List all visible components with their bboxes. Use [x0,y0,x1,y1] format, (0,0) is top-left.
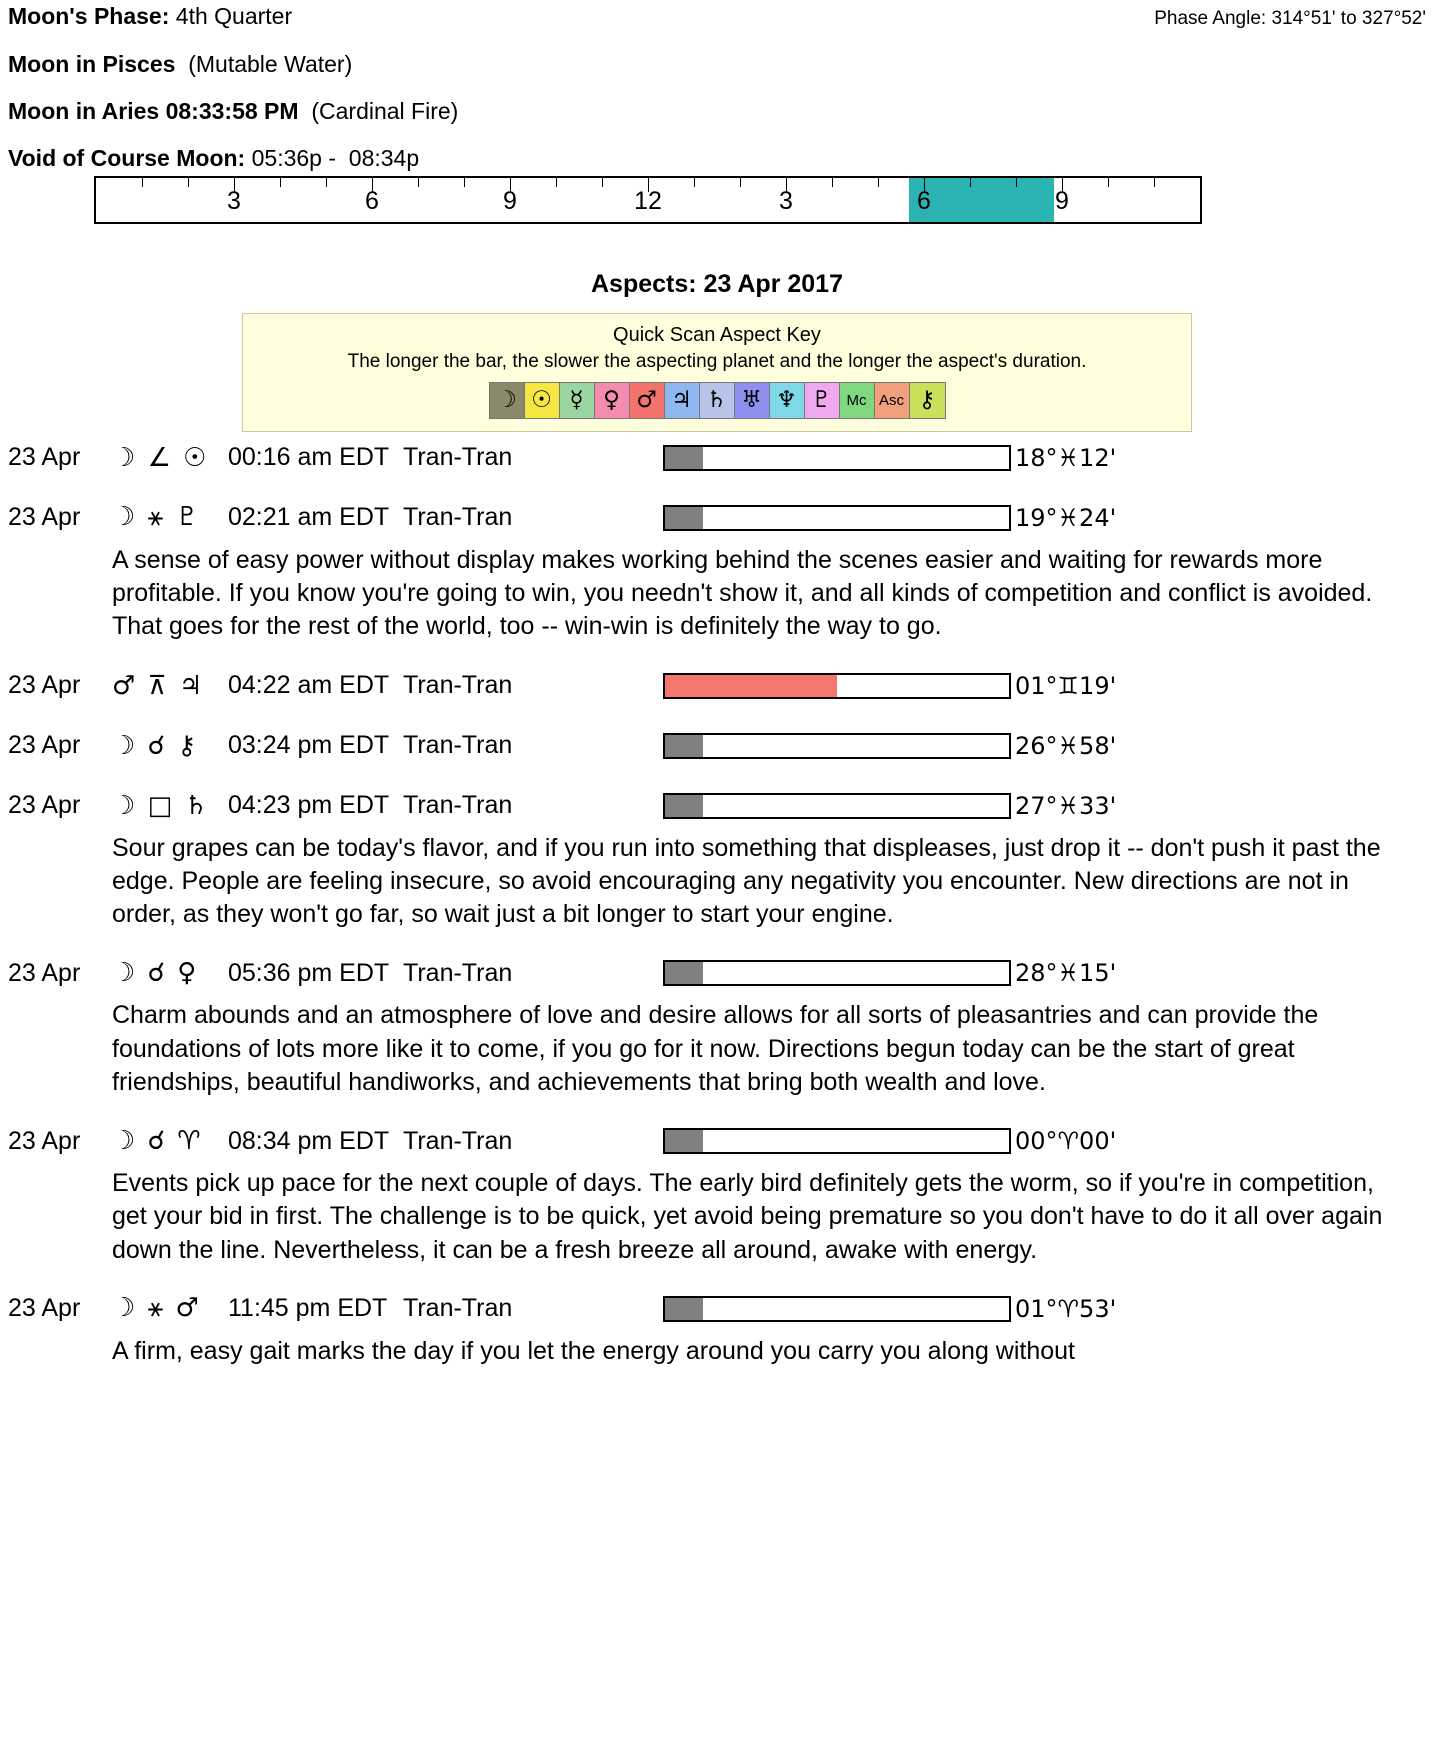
moon-key-icon[interactable]: ☽ [490,383,525,418]
aspect-entry [8,660,1426,720]
mercury-key-icon[interactable]: ☿ [560,383,595,418]
aspect-row[interactable] [8,432,1426,484]
aspect-type: Tran-Tran [403,958,513,987]
aspect-degree: 01°♊19' [1015,671,1117,700]
moon-phase-label: Moon's Phase: [8,3,176,29]
aspect-degree: 01°♈53' [1015,1294,1117,1323]
timeline-hour-label: 3 [779,186,793,215]
aspect-glyphs: ☽ ☌ ♈ [112,1126,203,1157]
aspect-duration-bar-fill [665,795,703,817]
aspect-row[interactable] [8,720,1426,772]
aspect-time: 08:34 pm EDT [228,1126,390,1155]
moon-phase-value: 4th Quarter [175,3,293,29]
aspect-row-gap [8,712,1426,720]
aspect-entry [8,432,1426,492]
timeline-minor-tick [556,178,557,187]
day-timeline[interactable] [94,176,1202,224]
aspect-duration-bar [663,445,1011,471]
jupiter-key-icon[interactable]: ♃ [665,383,700,418]
moon-ingress-label: Moon in Aries 08:33:58 PM [8,98,299,125]
aspect-duration-bar-cell [663,960,1015,986]
aspect-time: 02:21 am EDT [228,503,390,532]
aspect-entry [8,492,1426,644]
phase-angle-label: Phase Angle: [1154,8,1272,29]
aspect-duration-bar-fill [665,507,703,529]
aspect-degree: 19°♓24' [1015,503,1117,532]
aspect-entry [8,1283,1426,1368]
aspect-duration-bar-fill [665,1298,703,1320]
aspect-type: Tran-Tran [403,1126,513,1155]
aspect-degree: 26°♓58' [1015,731,1117,760]
aspect-duration-bar [663,1128,1011,1154]
aspect-entry [8,1115,1426,1267]
aspect-date: 23 Apr [8,1126,81,1155]
timeline-minor-tick [326,178,327,187]
aspect-duration-bar-fill [665,675,837,697]
timeline-minor-tick [1108,178,1109,187]
aspect-description: A sense of easy power without display makes working behind the scenes easier and waiting for rewards more profitable. If you know you're going to win, you needn't show it, and all kinds of competition and conflict is avoided. That goes for the rest of the world, too -- win-win is definitely the way to go. [112,545,1373,641]
aspect-row[interactable] [8,1115,1426,1167]
moon-sign-row [8,52,1426,77]
aspect-entry [8,780,1426,932]
aspect-duration-bar [663,505,1011,531]
aspect-duration-bar-cell [663,673,1015,699]
aspect-duration-bar [663,733,1011,759]
aspect-row-gap [8,772,1426,780]
aspect-duration-bar-fill [665,1130,703,1152]
ascendant-key-icon[interactable]: Asc [875,383,910,418]
uranus-key-icon[interactable]: ♅ [735,383,770,418]
key-icon-strip [489,382,946,419]
timeline-minor-tick [418,178,419,187]
saturn-key-icon[interactable]: ♄ [700,383,735,418]
timeline-minor-tick [878,178,879,187]
timeline-hour-label: 12 [634,186,662,215]
aspect-description: Charm abounds and an atmosphere of love and desire allows for all sorts of pleasantries and can provide the foundations of lots more like it to come, if you go for it now. Directions begun today can be the start of great friendships, beautiful handiworks, and achievements that bring both wealth and love. [112,1001,1319,1096]
aspect-duration-bar [663,1296,1011,1322]
aspect-duration-bar-fill [665,735,703,757]
aspect-date: 23 Apr [8,791,81,820]
aspect-glyphs: ☽ ☌ ⚷ [112,730,199,761]
aspect-type: Tran-Tran [403,503,513,532]
aspect-time: 03:24 pm EDT [228,731,390,760]
moon-phase-row [8,4,1426,30]
venus-key-icon[interactable]: ♀ [595,383,630,418]
aspect-duration-bar [663,960,1011,986]
aspect-entry [8,947,1426,1099]
aspect-duration-bar [663,673,1011,699]
aspect-date: 23 Apr [8,503,81,532]
key-title: Quick Scan Aspect Key [613,323,821,346]
aspect-row[interactable] [8,660,1426,712]
aspect-time: 04:22 am EDT [228,671,390,700]
timeline-minor-tick [602,178,603,187]
aspect-type: Tran-Tran [403,791,513,820]
aspect-row-gap [8,484,1426,492]
aspect-time: 11:45 pm EDT [228,1294,388,1323]
timeline-minor-tick [694,178,695,187]
aspect-duration-bar-cell [663,793,1015,819]
timeline-hour-label: 9 [503,186,517,215]
neptune-key-icon[interactable]: ♆ [770,383,805,418]
aspect-list [8,432,1426,1368]
aspect-glyphs: ☽ ⚹ ♂ [112,1293,201,1324]
pluto-key-icon[interactable]: ♇ [805,383,840,418]
timeline-minor-tick [142,178,143,187]
aspect-type: Tran-Tran [403,671,513,700]
day-timeline-wrap [94,176,1202,224]
moon-ingress-row [8,99,1426,124]
aspect-date: 23 Apr [8,443,81,472]
midheaven-key-icon[interactable]: Mc [840,383,875,418]
aspect-glyphs: ♂ ⊼ ♃ [112,670,205,701]
timeline-minor-tick [188,178,189,187]
aspect-duration-bar-fill [665,447,703,469]
aspect-degree: 18°♓12' [1015,443,1117,472]
sun-key-icon[interactable]: ☉ [525,383,560,418]
aspect-row[interactable] [8,1283,1426,1335]
timeline-minor-tick [1016,178,1017,187]
phase-angle-value: 314°51' to 327°52' [1271,8,1426,29]
aspect-duration-bar [663,793,1011,819]
aspect-duration-bar-fill [665,962,703,984]
moon-sign-label: Moon in Pisces [8,50,176,77]
aspect-glyphs: ☽ ☌ ♀ [112,958,199,989]
aspect-duration-bar-cell [663,445,1015,471]
aspect-description: A firm, easy gait marks the day if you let the energy around you carry you along without [112,1336,1076,1365]
aspect-date: 23 Apr [8,731,81,760]
aspect-description: Sour grapes can be today's flavor, and if you run into something that displeases, just drop it -- don't push it past the edge. People are feeling insecure, so avoid encouraging any negativity you encounter. New directions are not in order, as they won't go far, so wait just a bit longer to start your engine. [112,833,1381,929]
chiron-key-icon[interactable]: ⚷ [910,383,945,418]
aspect-type: Tran-Tran [403,731,513,760]
moon-sign-mode: (Mutable Water) [175,50,353,77]
aspect-row[interactable] [8,780,1426,832]
aspect-type: Tran-Tran [403,443,513,472]
aspect-glyphs: ☽ □ ♄ [112,790,210,821]
aspect-degree: 27°♓33' [1015,791,1117,820]
timeline-hour-label: 3 [227,186,241,215]
timeline-minor-tick [464,178,465,187]
aspect-degree: 00°♈00' [1015,1127,1117,1156]
aspect-glyphs: ☽ ⚹ ♇ [112,502,201,533]
aspect-duration-bar-cell [663,733,1015,759]
key-subtitle: The longer the bar, the slower the aspecting planet and the longer the aspect's duration. [347,350,1087,372]
timeline-hour-label: 6 [365,186,379,215]
aspect-type: Tran-Tran [403,1294,513,1323]
timeline-minor-tick [740,178,741,187]
aspect-date: 23 Apr [8,1294,81,1323]
timeline-hour-label: 6 [917,186,931,215]
timeline-minor-tick [1154,178,1155,187]
aspect-time: 04:23 pm EDT [228,791,390,820]
void-of-course-value: 05:36p - 08:34p [251,145,420,172]
aspect-time: 05:36 pm EDT [228,958,390,987]
aspect-duration-bar-cell [663,1128,1015,1154]
timeline-hour-label: 9 [1055,186,1069,215]
aspect-date: 23 Apr [8,958,81,987]
aspect-description: Events pick up pace for the next couple of days. The early bird definitely gets the worm, so if you're in competition, get your bid in first. The challenge is to be quick, yet avoid being premature so you don't have to do it all over again down the line. Nevertheless, it can be a fresh breeze all around, awake with energy. [112,1169,1383,1264]
aspect-glyphs: ☽ ∠ ☉ [112,442,209,473]
timeline-minor-tick [280,178,281,187]
timeline-minor-tick [970,178,971,187]
void-of-course-row [8,146,1426,171]
void-of-course-label: Void of Course Moon: [8,145,252,172]
aspect-row[interactable] [8,492,1426,544]
aspect-date: 23 Apr [8,671,81,700]
aspects-title: Aspects: 23 Apr 2017 [591,269,843,298]
aspect-duration-bar-cell [663,1296,1015,1322]
mars-key-icon[interactable]: ♂ [630,383,665,418]
aspect-time: 00:16 am EDT [228,443,390,472]
aspect-row[interactable] [8,947,1426,999]
timeline-minor-tick [832,178,833,187]
aspect-entry [8,720,1426,780]
quick-scan-aspect-key [242,313,1192,432]
aspect-duration-bar-cell [663,505,1015,531]
aspect-degree: 28°♓15' [1015,959,1117,988]
moon-ingress-mode: (Cardinal Fire) [298,98,459,125]
